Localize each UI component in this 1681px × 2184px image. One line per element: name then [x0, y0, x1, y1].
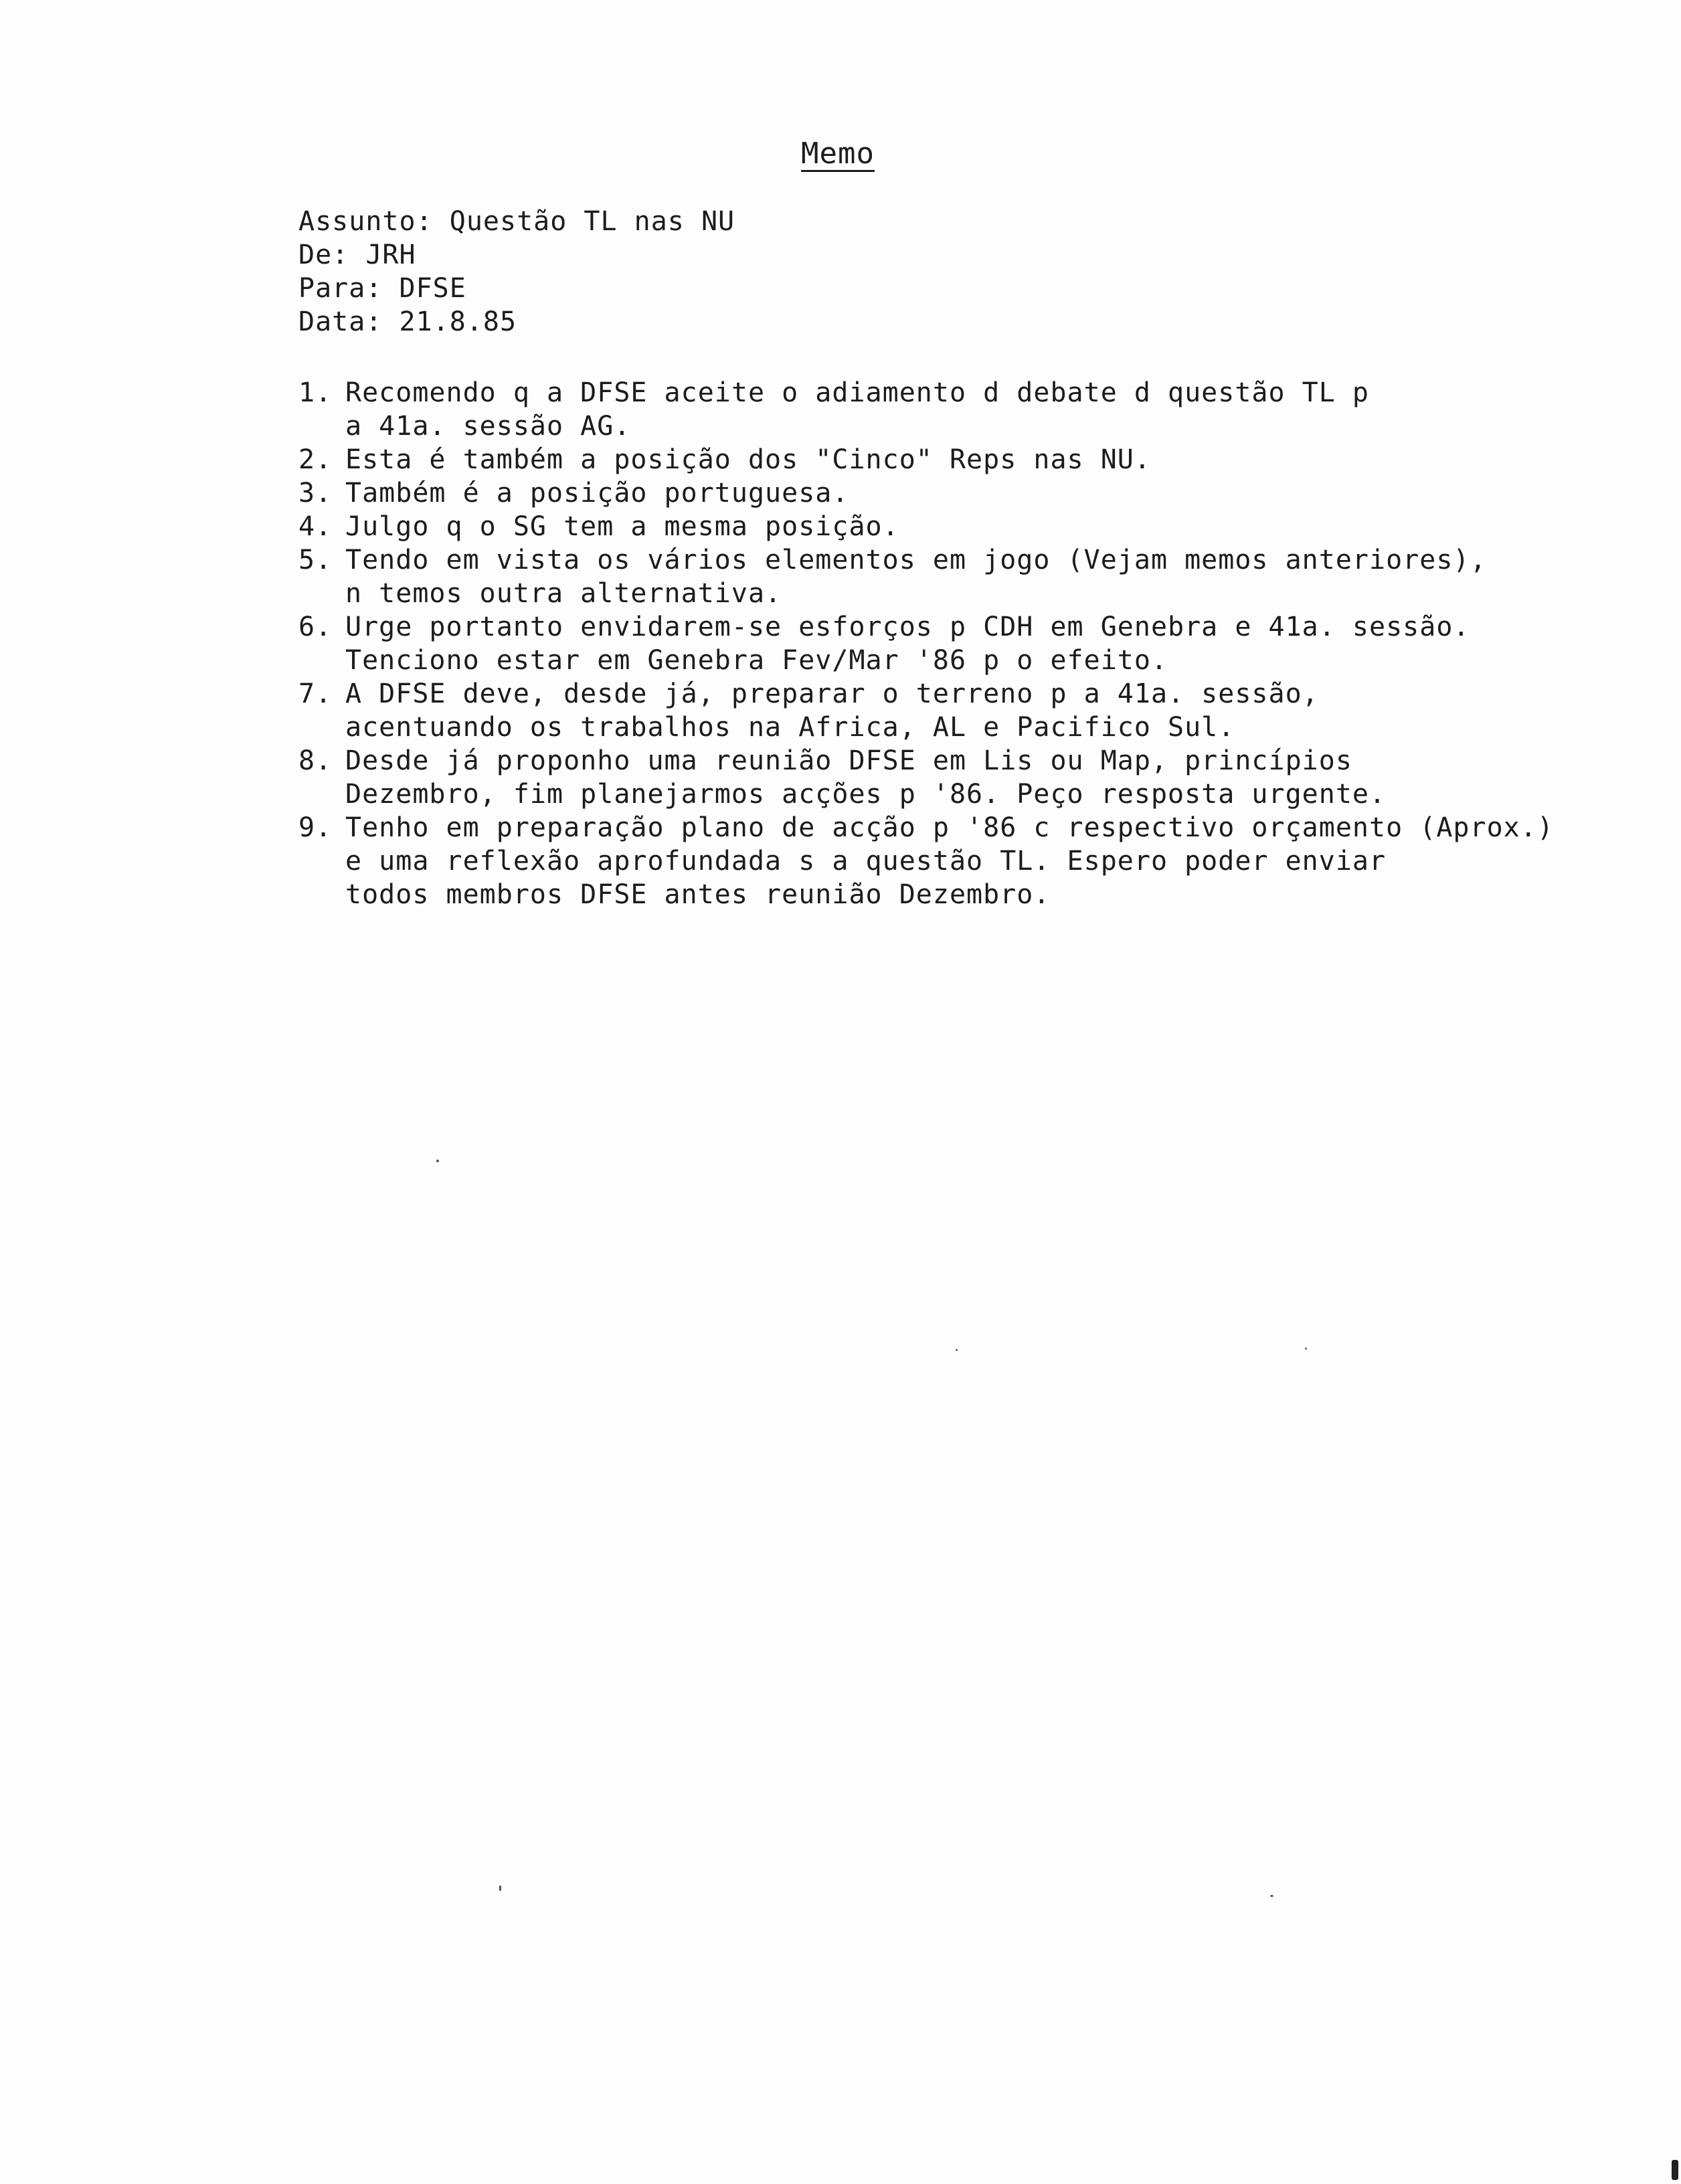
item-number: 9. [298, 812, 333, 843]
item-text: Tendo em vista os vários elementos em jogo (Vejam memos anteriores), n temos outra alternativa. [345, 545, 1487, 609]
item-number: 8. [298, 745, 333, 776]
header-date: Data: 21.8.85 [298, 306, 517, 337]
item-text: Julgo q o SG tem a mesma posição. [345, 511, 899, 542]
item-number: 7. [298, 678, 333, 709]
list-item [298, 543, 1554, 610]
item-text: Também é a posição portuguesa. [345, 478, 849, 509]
scan-speck [499, 1886, 501, 1891]
scan-speck [1672, 2160, 1678, 2180]
item-number: 4. [298, 511, 333, 542]
scan-speck [436, 1160, 439, 1162]
item-number: 3. [298, 478, 333, 509]
item-text: Desde já proponho uma reunião DFSE em Lis ou Map, princípios Dezembro, fim planejarmos acções p '86. Peço resposta urgente. [345, 745, 1387, 810]
item-number: 1. [298, 377, 333, 408]
scan-speck [1270, 1895, 1273, 1897]
memo-items-list [298, 376, 1554, 911]
item-number: 2. [298, 444, 333, 475]
item-text: A DFSE deve, desde já, preparar o terreno p a 41a. sessão, acentuando os trabalhos na Africa, AL e Pacifico Sul. [345, 678, 1319, 743]
item-text: Urge portanto envidarem-se esforços p CDH em Genebra e 41a. sessão. Tenciono estar em Genebra Fev/Mar '86 p o efeito. [345, 612, 1470, 676]
item-number: 5. [298, 545, 333, 575]
item-text: Tenho em preparação plano de acção p '86 c respectivo orçamento (Aprox.) e uma reflexão aprofundada s a questão TL. Espero poder enviar todos membros DFSE antes reunião Dezembro. [345, 812, 1554, 910]
list-item [298, 811, 1554, 911]
list-item [298, 744, 1554, 811]
item-number: 6. [298, 612, 333, 642]
list-item [298, 376, 1554, 443]
item-text: Esta é também a posição dos "Cinco" Reps nas NU. [345, 444, 1151, 475]
header-subject: Assunto: Questão TL nas NU [298, 206, 735, 237]
list-item [298, 677, 1554, 744]
item-text: Recomendo q a DFSE aceite o adiamento d debate d questão TL p a 41a. sessão AG. [345, 377, 1370, 442]
scan-speck [956, 1349, 958, 1351]
list-item [298, 443, 1554, 476]
header-from: De: JRH [298, 240, 416, 270]
scan-speck [1305, 1348, 1307, 1350]
list-item [298, 610, 1554, 677]
memo-header [298, 205, 735, 339]
header-to: Para: DFSE [298, 273, 466, 304]
list-item [298, 476, 1554, 510]
list-item [298, 510, 1554, 543]
memo-title: Memo [801, 136, 875, 171]
